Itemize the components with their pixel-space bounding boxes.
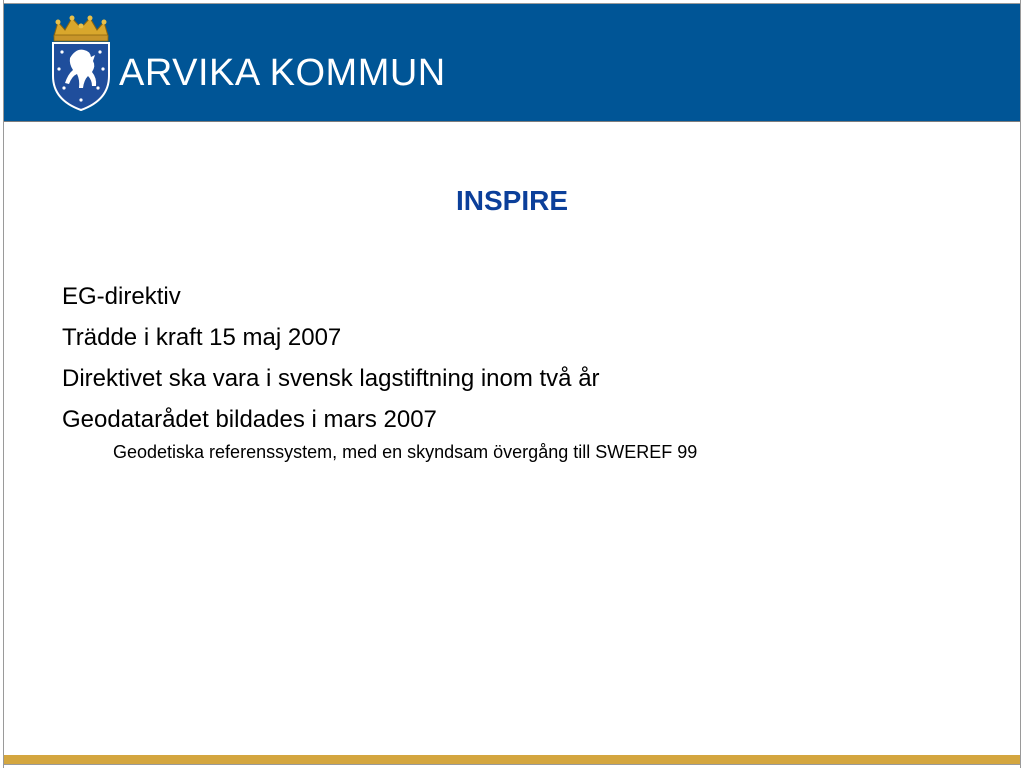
bullet-item: Geodatarådet bildades i mars 2007 bbox=[62, 406, 437, 433]
brand-name: ARVIKA KOMMUN bbox=[119, 52, 446, 94]
frame-right-border bbox=[1020, 0, 1021, 768]
frame-bottom-border bbox=[3, 764, 1021, 765]
bullet-item: Trädde i kraft 15 maj 2007 bbox=[62, 324, 342, 351]
arvika-coat-of-arms-icon bbox=[50, 14, 112, 112]
header-divider bbox=[4, 121, 1020, 122]
bullet-list bbox=[62, 276, 697, 464]
sub-bullet-item: Geodetiska referenssystem, med en skyndsam övergång till SWEREF 99 bbox=[113, 442, 698, 462]
slide-title: INSPIRE bbox=[455, 185, 569, 216]
bullet-item: EG-direktiv bbox=[62, 283, 181, 310]
footer-accent-bar bbox=[4, 755, 1020, 764]
bullet-item: Direktivet ska vara i svensk lagstiftning inom två år bbox=[62, 365, 600, 392]
